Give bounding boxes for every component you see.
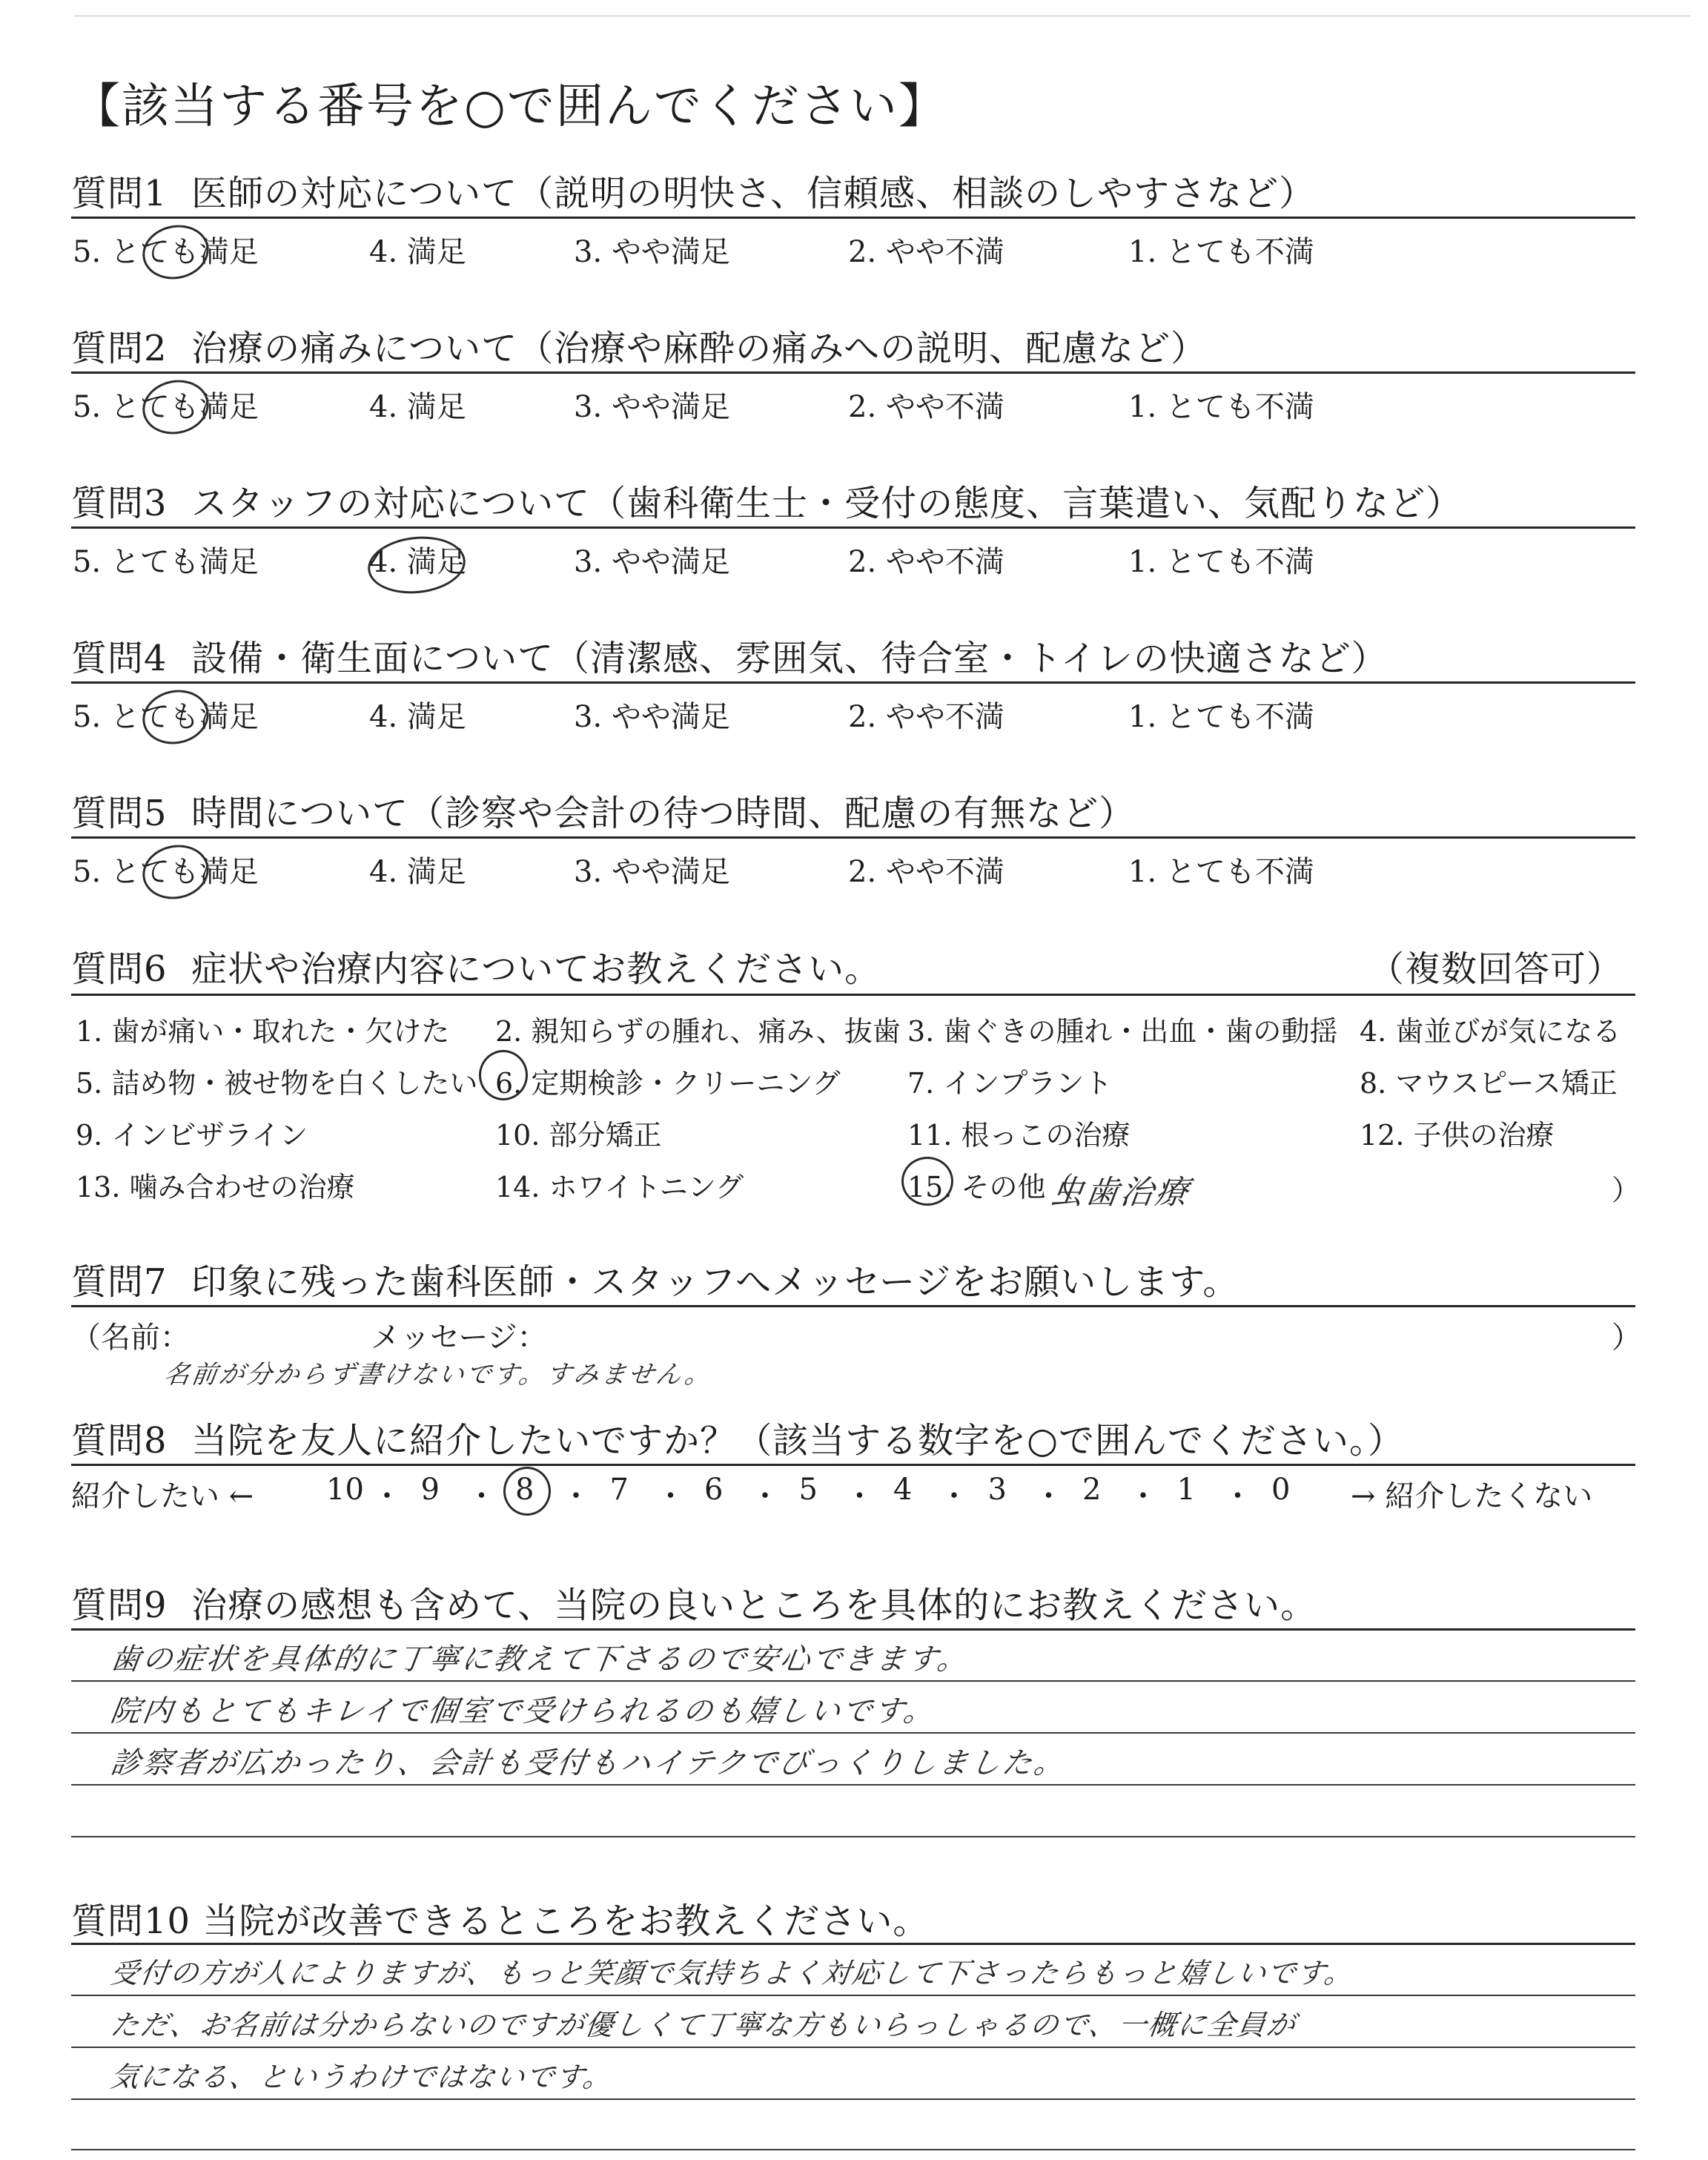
q9-line-rule: [71, 1784, 1635, 1786]
q8-scale-8[interactable]: 8: [515, 1473, 534, 1507]
q8-scale-separator: ・: [561, 1479, 591, 1513]
q4-option-3[interactable]: 3. やや満足: [574, 700, 730, 734]
q6-option-4[interactable]: 4. 歯並びが気になる: [1360, 1015, 1621, 1048]
q10-line-rule: [71, 2047, 1635, 2048]
q10-heading: [71, 1892, 929, 1943]
q6-option-14[interactable]: 14. ホワイトニング: [495, 1171, 744, 1203]
q7-text: 印象に残った歯科医師・スタッフへメッセージをお願いします。: [191, 1261, 1239, 1303]
q9-heading: [71, 1576, 1317, 1628]
q6-option-15[interactable]: 15. その他（: [907, 1171, 1074, 1203]
q10-line-rule: [71, 2098, 1635, 2100]
q7-heading: [71, 1253, 1239, 1304]
q8-scale-separator: ・: [466, 1479, 497, 1513]
q8-scale-10[interactable]: 10: [326, 1473, 364, 1507]
q8-selection-circle: [503, 1467, 551, 1516]
q1-option-2[interactable]: 2. やや不満: [848, 235, 1004, 269]
q9-rule: [71, 1628, 1635, 1631]
q9-line-rule: [71, 1836, 1635, 1837]
q3-text: スタッフの対応について（歯科衛生士・受付の態度、言葉遣い、気配りなど）: [191, 483, 1463, 524]
q1-rule: [71, 217, 1635, 219]
q9-handwritten-line: 院内もとてもキレイで個室で受けられるのも嬉しいです。: [108, 1694, 939, 1728]
q3-heading: [71, 475, 1462, 526]
q6-option-13[interactable]: 13. 噛み合わせの治療: [76, 1171, 355, 1203]
form-title: 【該当する番号を○で囲んでください】: [73, 79, 947, 134]
q5-option-5[interactable]: 5. とても満足: [73, 855, 259, 889]
q4-text: 設備・衛生面について（清潔感、雰囲気、待合室・トイレの快適さなど）: [191, 638, 1388, 679]
q9-line-rule: [71, 1680, 1635, 1682]
q8-label: 質問8: [71, 1420, 168, 1462]
q4-label: 質問4: [71, 638, 168, 679]
q6-selection-circle: [901, 1157, 953, 1206]
q3-option-5[interactable]: 5. とても満足: [73, 545, 259, 579]
q2-rule: [71, 371, 1635, 374]
q6-option-12[interactable]: 12. 子供の治療: [1360, 1119, 1555, 1152]
q6-note: （複数回答可）: [1368, 948, 1623, 990]
q10-handwritten-line: 気になる、というわけではないです。: [108, 2061, 615, 2093]
top-border: [74, 15, 1690, 17]
q3-option-1[interactable]: 1. とても不満: [1128, 545, 1314, 579]
q6-option-10[interactable]: 10. 部分矯正: [495, 1119, 662, 1152]
q1-label: 質問1: [71, 173, 168, 214]
q1-option-3[interactable]: 3. やや満足: [574, 235, 730, 269]
q2-option-2[interactable]: 2. やや不満: [848, 390, 1004, 424]
q7-handwritten-message: 名前が分からず書けないです。すみません。: [162, 1360, 715, 1390]
q5-text: 時間について（診察や会計の待つ時間、配慮の有無など）: [191, 793, 1136, 834]
q8-text: 当院を友人に紹介したいですか？（該当する数字を○で囲んでください。）: [191, 1420, 1404, 1462]
q10-label: 質問10: [71, 1900, 191, 1942]
q4-option-4[interactable]: 4. 満足: [369, 700, 466, 734]
q10-rule: [71, 1943, 1635, 1945]
q10-handwritten-line: ただ、お名前は分からないのですが優しくて丁寧な方もいらっしゃるので、一概に全員が: [108, 2009, 1299, 2041]
q3-option-3[interactable]: 3. やや満足: [574, 545, 730, 579]
q4-option-5[interactable]: 5. とても満足: [73, 700, 259, 734]
q2-option-5[interactable]: 5. とても満足: [73, 390, 259, 424]
q9-handwritten-line: 歯の症状を具体的に丁寧に教えて下さるので安心できます。: [108, 1642, 972, 1677]
q3-label: 質問3: [71, 483, 168, 524]
q8-scale-9[interactable]: 9: [420, 1473, 440, 1507]
q6-heading: [71, 940, 881, 991]
q2-option-4[interactable]: 4. 満足: [369, 390, 466, 424]
q4-heading: [71, 630, 1388, 681]
q9-label: 質問9: [71, 1585, 168, 1626]
q2-text: 治療の痛みについて（治療や麻酔の痛みへの説明、配慮など）: [191, 328, 1208, 369]
q5-option-1[interactable]: 1. とても不満: [1128, 855, 1314, 889]
q8-scale-separator: ・: [844, 1479, 875, 1513]
q4-option-1[interactable]: 1. とても不満: [1128, 700, 1314, 734]
q9-handwritten-line: 診察者が広かったり、会計も受付もハイテクでびっくりしました。: [108, 1746, 1069, 1780]
q8-scale-separator: ・: [1128, 1479, 1158, 1513]
q9-line-rule: [71, 1732, 1635, 1734]
q6-option-9[interactable]: 9. インビザライン: [76, 1119, 308, 1152]
q8-scale-2[interactable]: 2: [1082, 1473, 1102, 1507]
q10-text: 当院が改善できるところをお教えください。: [202, 1900, 930, 1942]
q6-option-8[interactable]: 8. マウスピース矯正: [1360, 1067, 1618, 1100]
q1-option-5[interactable]: 5. とても満足: [73, 235, 259, 269]
q8-left-label: 紹介したい ←: [71, 1479, 254, 1513]
q7-message-label: メッセージ：: [371, 1321, 547, 1355]
q6-label: 質問6: [71, 948, 168, 990]
q8-scale-3[interactable]: 3: [987, 1473, 1007, 1507]
q6-option-11[interactable]: 11. 根っこの治療: [907, 1119, 1131, 1152]
q8-heading: [71, 1412, 1404, 1463]
q5-option-4[interactable]: 4. 満足: [369, 855, 466, 889]
q3-option-4[interactable]: 4. 満足: [369, 545, 466, 579]
q3-option-2[interactable]: 2. やや不満: [848, 545, 1004, 579]
q9-text: 治療の感想も含めて、当院の良いところを具体的にお教えください。: [191, 1585, 1317, 1626]
q6-text: 症状や治療内容についてお教えください。: [191, 948, 881, 990]
q6-option-3[interactable]: 3. 歯ぐきの腫れ・出血・歯の動揺: [907, 1015, 1338, 1048]
q8-scale-5[interactable]: 5: [798, 1473, 818, 1507]
q1-option-1[interactable]: 1. とても不満: [1128, 235, 1314, 269]
q5-option-3[interactable]: 3. やや満足: [574, 855, 730, 889]
q6-selection-circle: [479, 1050, 528, 1100]
q2-option-3[interactable]: 3. やや満足: [574, 390, 730, 424]
q8-scale-separator: ・: [655, 1479, 686, 1513]
q5-rule: [71, 836, 1635, 839]
q8-rule: [71, 1464, 1635, 1466]
q10-line-rule: [71, 2149, 1635, 2150]
q2-label: 質問2: [71, 328, 168, 369]
q1-option-4[interactable]: 4. 満足: [369, 235, 466, 269]
q8-scale-separator: ・: [1033, 1479, 1064, 1513]
q8-scale-4[interactable]: 4: [893, 1473, 913, 1507]
q7-rule: [71, 1305, 1635, 1307]
q2-option-1[interactable]: 1. とても不満: [1128, 390, 1314, 424]
q4-rule: [71, 681, 1635, 684]
q8-scale-separator: ・: [372, 1479, 402, 1513]
q8-scale-separator: ・: [939, 1479, 969, 1513]
q6-option-7[interactable]: 7. インプラント: [907, 1067, 1113, 1100]
q7-close-paren: ）: [1612, 1321, 1641, 1355]
q1-heading: [71, 165, 1315, 216]
q8-scale-separator: ・: [1222, 1479, 1253, 1513]
q10-line-rule: [71, 1995, 1635, 1996]
q6-option-2[interactable]: 2. 親知らずの腫れ、痛み、抜歯: [495, 1015, 901, 1048]
q6-option-1[interactable]: 1. 歯が痛い・取れた・欠けた: [76, 1015, 450, 1048]
q2-heading: [71, 320, 1207, 371]
q6-other-handwritten: 虫歯治療: [1047, 1174, 1193, 1212]
q1-text: 医師の対応について（説明の明快さ、信頼感、相談のしやすさなど）: [191, 173, 1316, 214]
q6-option-6[interactable]: 6. 定期検診・クリーニング: [495, 1067, 841, 1100]
q10-handwritten-line: 受付の方が人によりますが、もっと笑顔で気持ちよく対応して下さったらもっと嬉しいです。: [108, 1957, 1357, 1989]
q8-scale-separator: ・: [750, 1479, 780, 1513]
q8-scale-6[interactable]: 6: [704, 1473, 724, 1507]
q6-option-5[interactable]: 5. 詰め物・被せ物を白くしたい: [76, 1067, 478, 1100]
q5-label: 質問5: [71, 793, 168, 834]
q7-name-label: （名前：: [71, 1321, 190, 1355]
q6-other-close-paren: ）: [1612, 1174, 1641, 1206]
q8-scale-0[interactable]: 0: [1271, 1473, 1291, 1507]
q8-scale-7[interactable]: 7: [609, 1473, 629, 1507]
q8-right-label: → 紹介したくない: [1351, 1479, 1593, 1513]
q7-label: 質問7: [71, 1261, 168, 1303]
q6-rule: [71, 994, 1635, 996]
q5-heading: [71, 785, 1135, 836]
q5-option-2[interactable]: 2. やや不満: [848, 855, 1004, 889]
q3-rule: [71, 526, 1635, 529]
q4-option-2[interactable]: 2. やや不満: [848, 700, 1004, 734]
q8-scale-1[interactable]: 1: [1176, 1473, 1196, 1507]
